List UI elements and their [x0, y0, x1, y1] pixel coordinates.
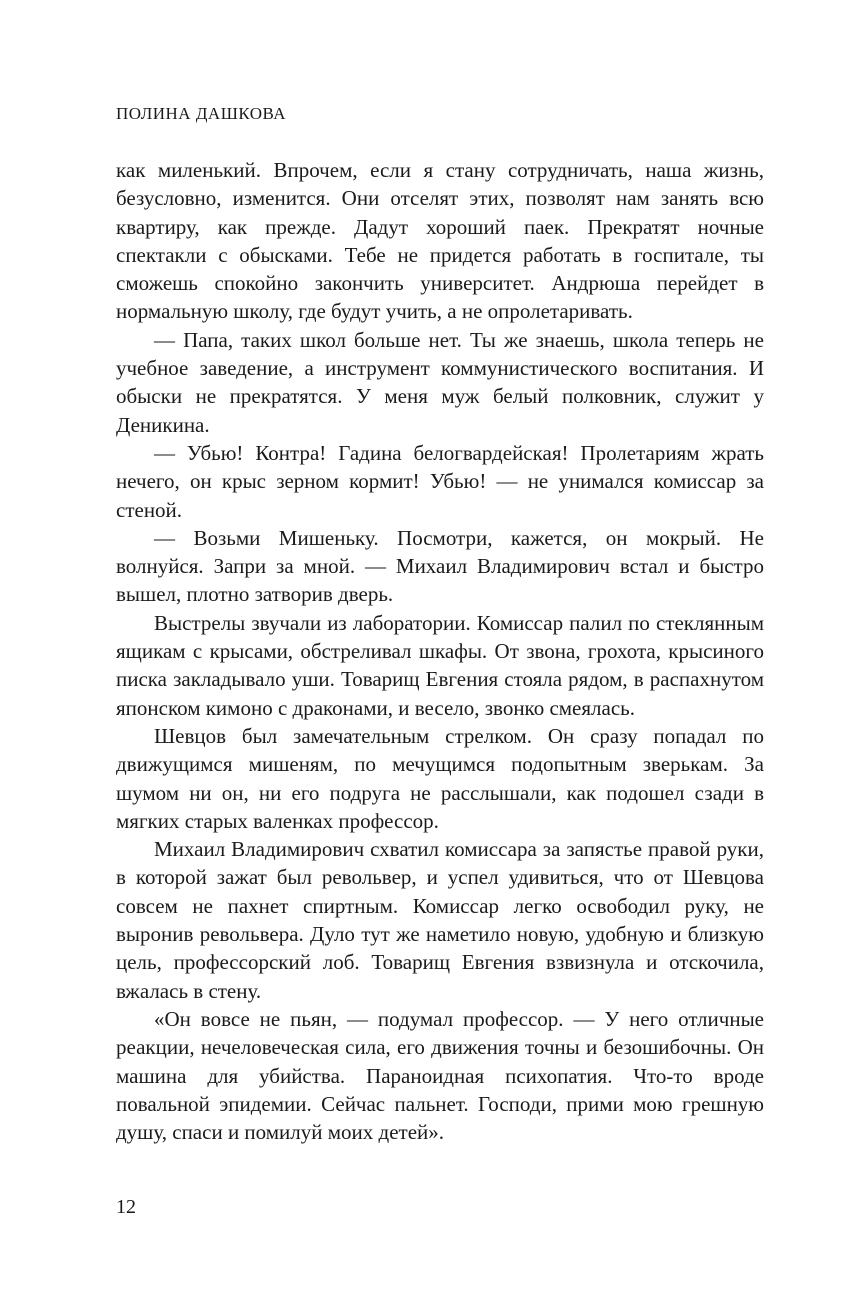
paragraph-2: — Папа, таких школ больше нет. Ты же знаешь, школа теперь не учебное заведение, а инструмент коммунистического воспитания. И обыски не прекратятся. У меня муж белый полковник, служит у Деникина.: [116, 327, 764, 437]
paragraph-6: Шевцов был замечательным стрелком. Он сразу попадал по движущимся мишеням, по мечущимся подопытным зверькам. За шумом ни он, ни его подруга не расслышали, как подошел сзади в мягких старых валенках профессор.: [116, 723, 764, 833]
paragraph-3: — Убью! Контра! Гадина белогвардейская! Пролетариям жрать нечего, он крыс зерном кормит! Убью! — не унимался комиссар за стеной.: [116, 440, 764, 522]
page-number: 12: [116, 1196, 136, 1218]
paragraph-4: — Возьми Мишеньку. Посмотри, кажется, он мокрый. Не волнуйся. Запри за мной. — Михаил Владимирович встал и быстро вышел, плотно затворив дверь.: [116, 525, 764, 607]
paragraph-1: как миленький. Впрочем, если я стану сотрудничать, наша жизнь, безусловно, изменится. Они отселят этих, позволят нам занять всю квартиру, как прежде. Дадут хороший паек. Прекратят ночные спектакли с обысками. Тебе не придется работать в госпитале, ты сможешь спокойно закончить университет. Андрюша перейдет в нормальную школу, где будут учить, а не опролетаривать.: [116, 158, 764, 324]
paragraph-8: «Он вовсе не пьян, — подумал профессор. — У него отличные реакции, нечеловеческая сила, его движения точны и безошибочны. Он машина для убийства. Параноидная психопатия. Что-то вроде повальной эпидемии. Сейчас пальнет. Господи, прими мою грешную душу, спаси и помилуй моих детей».: [116, 1006, 764, 1145]
running-head-author: ПОЛИНА ДАШКОВА: [116, 104, 287, 123]
paragraph-7: Михаил Владимирович схватил комиссара за запястье правой руки, в которой зажат был револьвер, и успел удивиться, что от Шевцова совсем не пахнет спиртным. Комиссар легко освободил руку, не выронив револьвера. Дуло тут же наметило новую, удобную и близкую цель, профессорский лоб. Товарищ Евгения взвизнула и отскочила, вжалась в стену.: [116, 837, 764, 1003]
paragraph-5: Выстрелы звучали из лаборатории. Комиссар палил по стеклянным ящикам с крысами, обстреливал шкафы. От звона, грохота, крысиного писка закладывало уши. Товарищ Евгения стояла рядом, в распахнутом японском кимоно с драконами, и весело, звонко смеялась.: [116, 610, 764, 720]
body-text: [116, 156, 764, 1146]
